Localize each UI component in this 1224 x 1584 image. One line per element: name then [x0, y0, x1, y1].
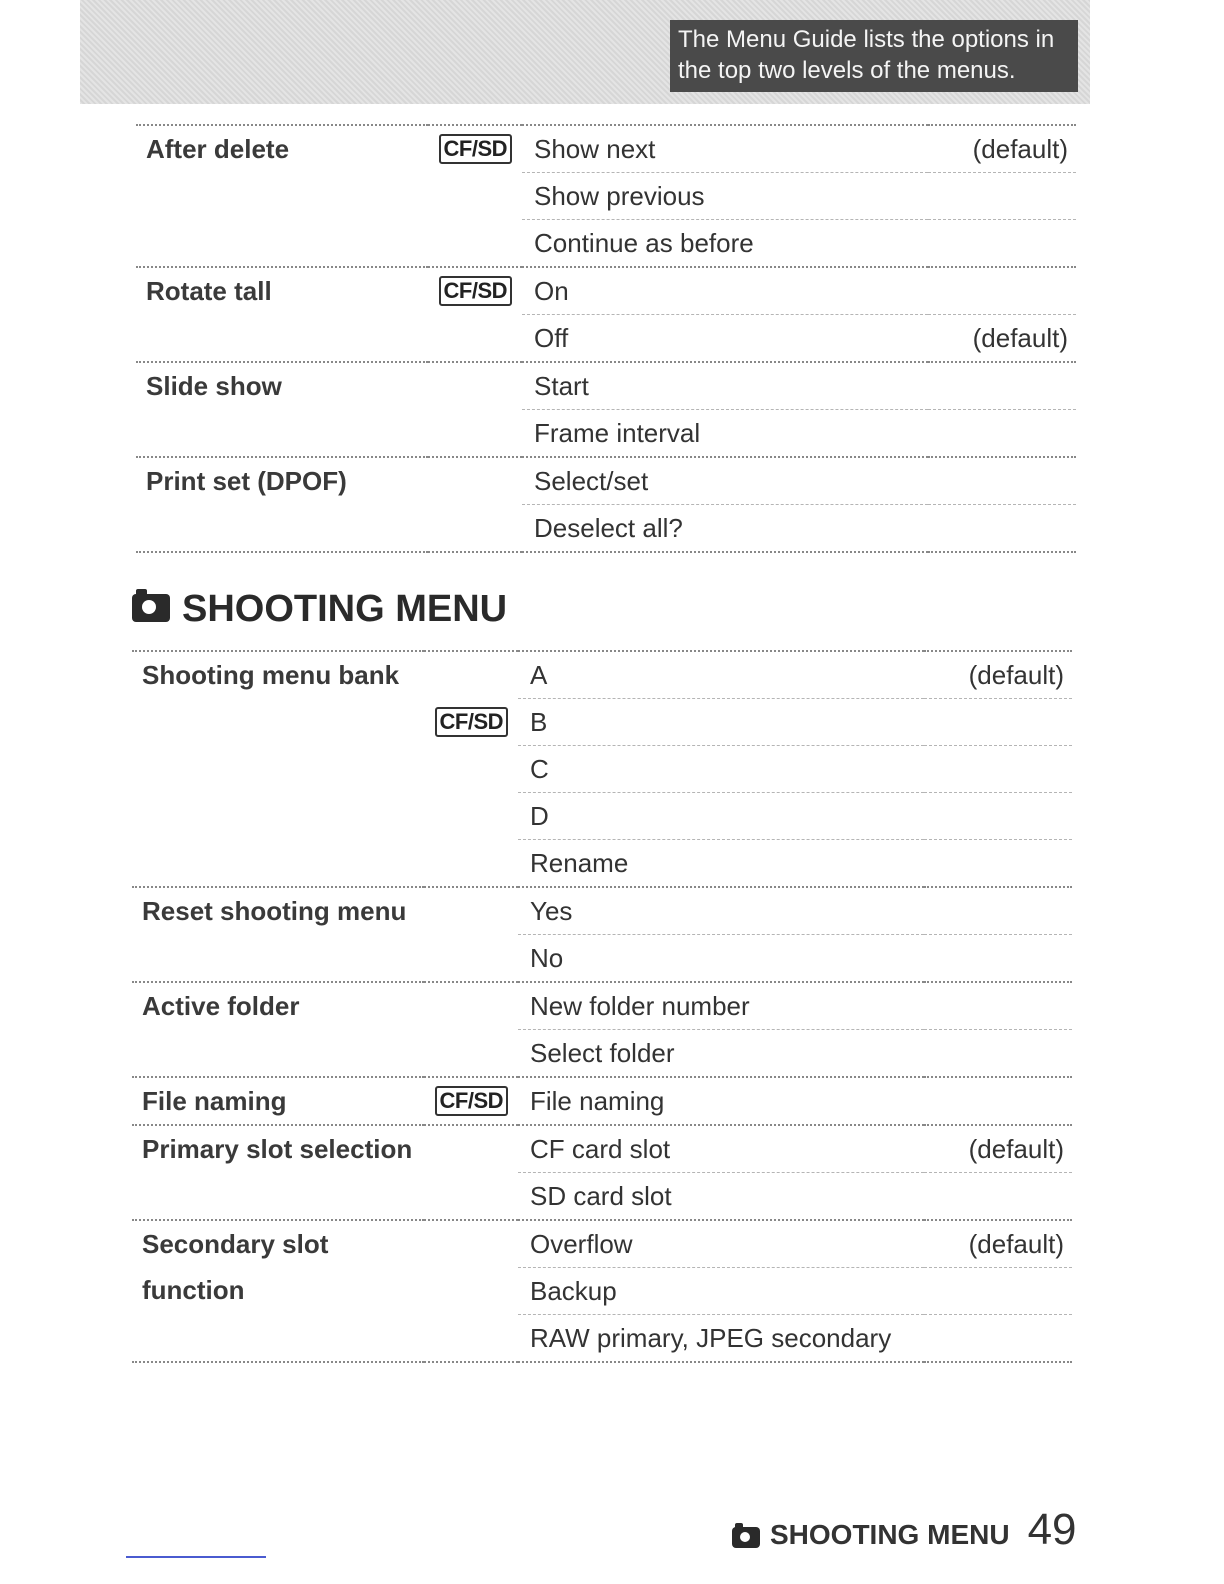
menu-row [132, 1030, 1072, 1078]
default-note [924, 1030, 1064, 1076]
default-note [924, 746, 1064, 792]
menu-row [136, 457, 1076, 505]
menu-row [136, 362, 1076, 410]
cf-sd-slot-icon: CF/SD [435, 707, 509, 737]
menu-item-label: Reset shooting menu [142, 896, 407, 926]
menu-row [132, 1220, 1072, 1268]
menu-option-label: D [530, 801, 549, 831]
default-note [928, 505, 1068, 551]
default-note [928, 363, 1068, 409]
footer-rule [126, 1556, 266, 1558]
default-note [924, 1315, 1064, 1361]
section-title [132, 584, 507, 634]
menu-option-label: Rename [530, 848, 629, 878]
menu-row [132, 1077, 1072, 1125]
menu-option-label: Yes [530, 896, 573, 926]
footer-section-label: SHOOTING MENU [770, 1519, 1010, 1550]
menu-row [132, 1125, 1072, 1173]
menu-row [136, 220, 1076, 268]
section-title-text: SHOOTING MENU [182, 588, 508, 630]
default-note [928, 268, 1068, 314]
menu-option-label: New folder number [530, 991, 750, 1021]
menu-item-label: Rotate tall [146, 276, 272, 306]
menu-guide-callout: The Menu Guide lists the options in the top two levels of the menus. [670, 20, 1078, 92]
menu-item-label: After delete [146, 134, 290, 164]
menu-option-label: CF card slot [530, 1134, 671, 1164]
default-note: (default) [968, 1134, 1064, 1164]
menu-option-label: No [530, 943, 564, 973]
default-note [924, 699, 1064, 745]
menu-option-label: RAW primary, JPEG secondary [530, 1323, 892, 1353]
menu-row [136, 410, 1076, 458]
menu-row [132, 1268, 1072, 1315]
page-footer [732, 1502, 1112, 1558]
page-number: 49 [1027, 1505, 1077, 1554]
menu-row [136, 315, 1076, 363]
menu-row [132, 793, 1072, 840]
menu-row [132, 982, 1072, 1030]
camera-icon [132, 594, 170, 622]
menu-option-label: Show next [534, 134, 656, 164]
menu-row [132, 935, 1072, 983]
header-banner [80, 0, 1090, 104]
playback-menu-table [136, 124, 1076, 553]
menu-option-label: Continue as before [534, 228, 754, 258]
default-note [924, 888, 1064, 934]
default-note [928, 220, 1068, 266]
default-note [924, 840, 1064, 886]
menu-item-label: Shooting menu bank [142, 660, 400, 690]
default-note [924, 793, 1064, 839]
default-note [924, 983, 1064, 1029]
cf-sd-slot-icon: CF/SD [439, 134, 513, 164]
menu-option-label: B [530, 707, 548, 737]
menu-row [136, 267, 1076, 315]
menu-option-label: File naming [530, 1086, 665, 1116]
default-note [924, 1173, 1064, 1219]
menu-option-label: C [530, 754, 549, 784]
menu-option-label: Select/set [534, 466, 649, 496]
menu-row [132, 651, 1072, 699]
menu-option-label: SD card slot [530, 1181, 672, 1211]
shooting-menu-table [132, 650, 1072, 1363]
menu-option-label: Backup [530, 1276, 617, 1306]
default-note [928, 173, 1068, 219]
menu-option-label: Show previous [534, 181, 705, 211]
default-note: (default) [968, 660, 1064, 690]
menu-row [136, 505, 1076, 553]
cf-sd-slot-icon: CF/SD [435, 1086, 509, 1116]
menu-row [132, 1173, 1072, 1221]
default-note [924, 1078, 1064, 1124]
default-note: (default) [968, 1229, 1064, 1259]
menu-row [132, 699, 1072, 746]
menu-option-label: Off [534, 323, 569, 353]
menu-item-label: Print set (DPOF) [146, 466, 347, 496]
menu-option-label: Overflow [530, 1229, 633, 1259]
menu-item-label: Active folder [142, 991, 300, 1021]
default-note: (default) [972, 323, 1068, 353]
menu-row [136, 173, 1076, 220]
menu-option-label: Frame interval [534, 418, 701, 448]
default-note [928, 410, 1068, 456]
menu-item-label: File naming [142, 1086, 287, 1116]
menu-option-label: On [534, 276, 569, 306]
menu-row [132, 746, 1072, 793]
menu-row [136, 125, 1076, 173]
menu-option-label: A [530, 660, 548, 690]
menu-option-label: Select folder [530, 1038, 675, 1068]
menu-row [132, 840, 1072, 888]
camera-icon [732, 1527, 760, 1548]
default-note [924, 1268, 1064, 1314]
default-note [928, 458, 1068, 504]
cf-sd-slot-icon: CF/SD [439, 276, 513, 306]
menu-row [132, 1315, 1072, 1363]
menu-row [132, 887, 1072, 935]
menu-item-label: Slide show [146, 371, 282, 401]
menu-item-label: Primary slot selection [142, 1134, 413, 1164]
default-note [924, 935, 1064, 981]
default-note: (default) [972, 134, 1068, 164]
menu-option-label: Start [534, 371, 589, 401]
menu-option-label: Deselect all? [534, 513, 683, 543]
menu-item-label: Secondary slot function [142, 1229, 329, 1305]
